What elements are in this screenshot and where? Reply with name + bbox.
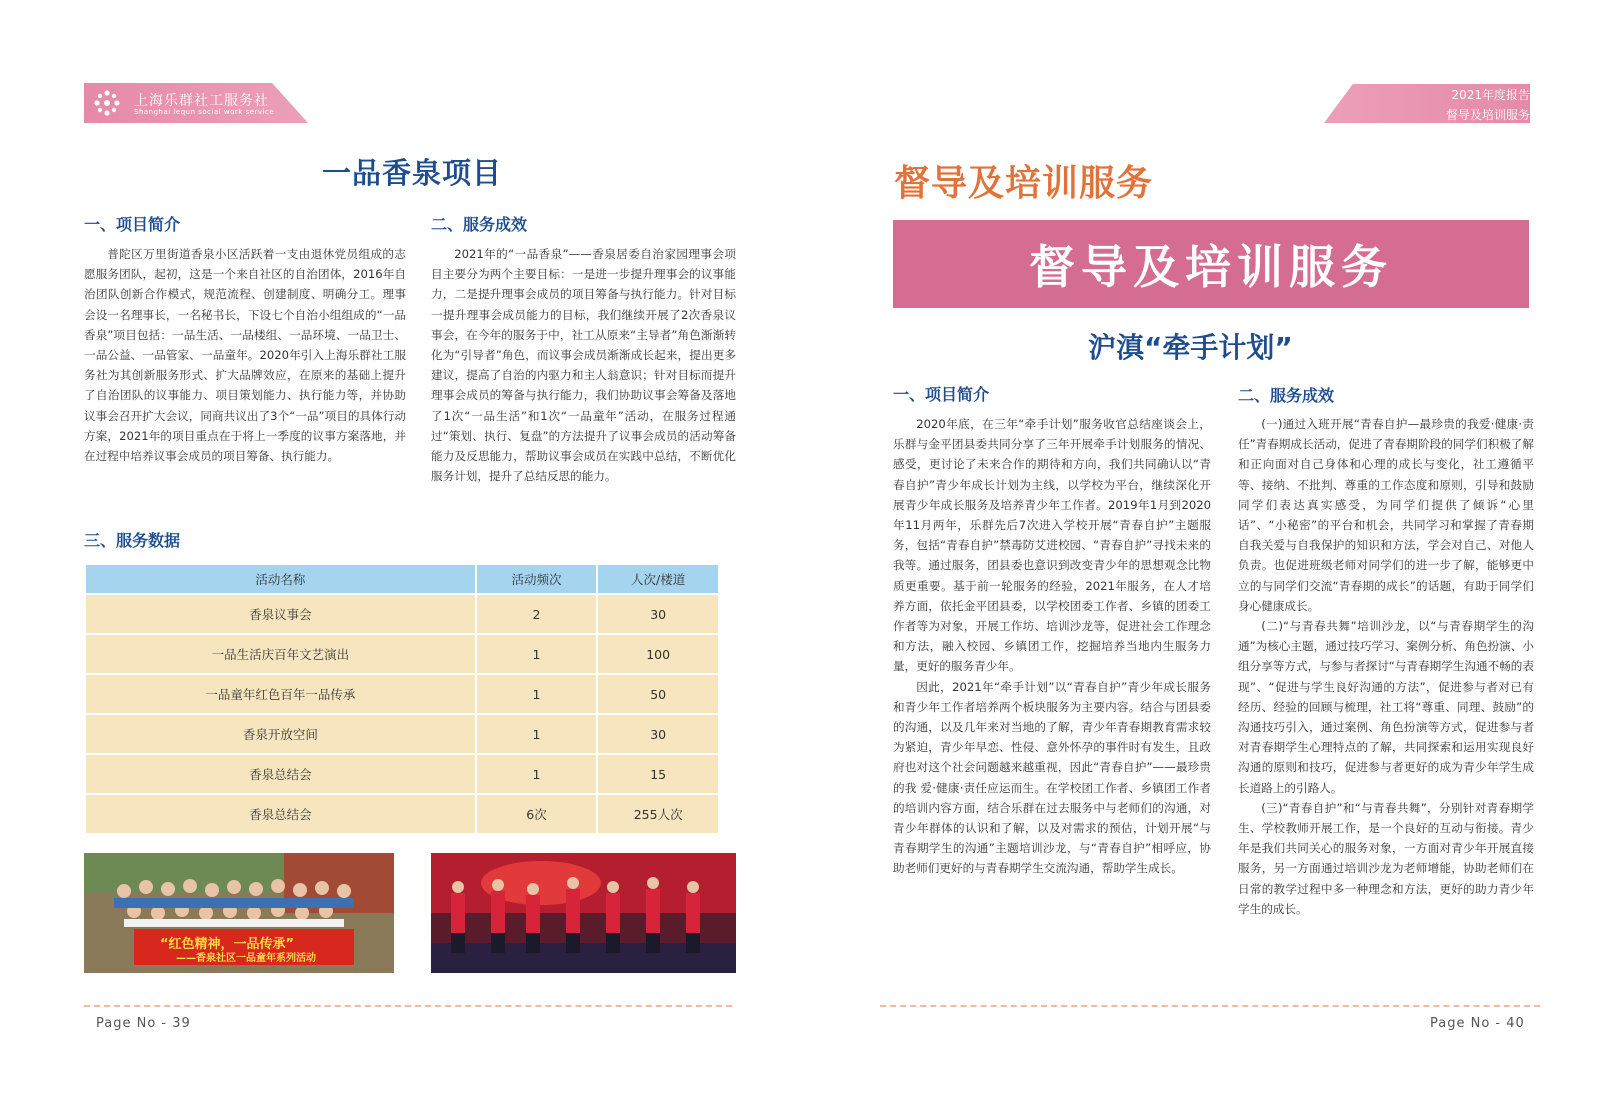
- section-heading-intro: 一、项目简介: [84, 215, 181, 234]
- section-title-box-text: 督导及培训服务: [1029, 240, 1393, 294]
- intro-paragraph-1: 2020年底，在三年“牵手计划”服务收官总结座谈会上，乐群与金平团县委共同分享了三年开展牵手计划服务的情况、感受，更讨论了未来合作的期待和方向，我们共同确认以“青春自护”青少年成长计划为主线，以学校为平台，继续深化开展青少年成长服务及培养青少年工作者。2019年1月到2020年11月两年，乐群先后7次进入学校开展“青春自护”主题服务，包括“青春自护”禁毒防艾进校园、“青春自护”寻找未来的我等。通过服务，团县委也意识到改变青少年的思想观念比物质更重要。基于前一轮服务的经验，2021年服务，在人才培养方面，依托金平团县委，以学校团委工作者、乡镇的团委工作者等为对象，开展工作坊、培训沙龙等，促进社会工作理念和方法，融入校园、乡镇团工作，挖掘培养当地内生服务力量，更好的服务青少年。: [893, 417, 1211, 674]
- footer-divider-left: [84, 1005, 732, 1007]
- project-subtitle: 沪滇“牵手计划”: [1088, 331, 1293, 364]
- intro-paragraph: [84, 244, 406, 466]
- intro-text: 普陀区万里街道香泉小区活跃着一支由退休党员组成的志愿服务团队，起初，这是一个来自社区的自治团体，2016年自治团队创新合作模式，规范流程、创建制度、明确分工。理事会设一名理事长，一名秘书长，下设七个自治小组组成的“一品香泉”项目包括：一品生活、一品楼组、一品环境、一品卫士、一品公益、一品管家、一品童年。2020年引入上海乐群社工服务社为其创新服务形式、扩大品牌效应，在原来的基础上提升了自治团队的议事能力、项目策划能力、执行能力等，并协助议事会召开扩大会议，同商共议出了3个“一品”项目的具体行动方案，2021年的项目重点在于将上一季度的议事方案落地，并在过程中培养议事会成员的项目筹备、执行能力。: [84, 247, 406, 464]
- table-header-row: [86, 565, 718, 593]
- table-cell: 30: [598, 715, 718, 753]
- table-cell: 15: [598, 755, 718, 793]
- table-cell: 1: [477, 755, 597, 793]
- table-cell: 1: [477, 715, 597, 753]
- table-row: [86, 755, 718, 793]
- section-heading-intro-right: 一、项目简介: [893, 385, 990, 404]
- table-cell: 50: [598, 675, 718, 713]
- table-header-cell: 活动名称: [86, 565, 475, 593]
- report-section: 督导及培训服务: [1445, 108, 1530, 122]
- table-header-cell: 活动频次: [477, 565, 597, 593]
- photo-stage-performance: [431, 853, 736, 973]
- section-heading-data: 三、服务数据: [84, 531, 181, 550]
- table-cell: 2: [477, 595, 597, 633]
- page-title-right: 督导及培训服务: [894, 163, 1154, 204]
- table-cell: 香泉总结会: [86, 755, 475, 793]
- table-row: [86, 795, 718, 833]
- table-cell: 香泉议事会: [86, 595, 475, 633]
- results-paragraphs-right: [1238, 414, 1534, 919]
- footer-divider-right: [880, 1005, 1540, 1007]
- table-header-cell: 人次/楼道: [598, 565, 718, 593]
- table-cell: 6次: [477, 795, 597, 833]
- table-row: [86, 675, 718, 713]
- table-row: [86, 595, 718, 633]
- org-logo-icon: [92, 88, 122, 118]
- org-name: 上海乐群社工服务社: [134, 93, 269, 109]
- page-number-left: Page No - 39: [96, 1016, 191, 1031]
- table-cell: 一品生活庆百年文艺演出: [86, 635, 475, 673]
- table-cell: 香泉总结会: [86, 795, 475, 833]
- service-data-table: [84, 563, 720, 835]
- table-cell: 1: [477, 675, 597, 713]
- table-row: [86, 715, 718, 753]
- table-cell: 100: [598, 635, 718, 673]
- section-heading-results: 二、服务成效: [431, 215, 528, 234]
- results-paragraph-3: (三)“青春自护”和“与青春共舞”，分别针对青春期学生、学校教师开展工作，是一个良好的互动与衔接。青少年是我们共同关心的服务对象，一方面对青少年开展直接服务，另一方面通过培训沙龙为老师增能，协助老师们在日常的教学过程中多一种理念和方法，更好的助力青少年学生的成长。: [1238, 800, 1534, 916]
- report-year: 2021年度报告: [1451, 88, 1530, 102]
- section-title-box: [893, 220, 1529, 308]
- table-cell: 一品童年红色百年一品传承: [86, 675, 475, 713]
- results-paragraph-2: (二)“与青春共舞”培训沙龙，以“与青春期学生的沟通”为核心主题，通过技巧学习、案例分析、角色扮演、小组分享等方式，与参与者探讨“与青春期学生沟通不畅的表现”、“促进与学生良好沟通的方法”，促进参与者对已有经历、经验的回顾与梳理，社工将“尊重、同理、鼓励”的沟通技巧引入，通过案例、角色扮演等方式，促进参与者对青春期学生心理特点的了解，共同探索和运用实现良好沟通的原则和技巧，促进参与者更好的成为青少年学生成长道路上的引路人。: [1238, 619, 1534, 795]
- results-text: 2021年的“一品香泉”——香泉居委自治家园理事会项目主要分为两个主要目标：一是进一步提升理事会的议事能力，二是提升理事会成员的项目筹备与执行能力。针对目标一提升理事会成员能力的目标，我们继续开展了2次香泉议事会，在今年的服务于中，社工从原来“主导者”角色渐渐转化为“引导者”角色，而议事会成员渐渐成长起来，提出更多建议，提高了自治的内驱力和主人翁意识；针对目标而提升理事会成员的筹备与执行能力，我们协助议事会筹备及落地了1次“一品生活”和1次“一品童年”活动，在服务过程通过“策划、执行、复盘”的方法提升了议事会成员的活动筹备能力及反思能力，帮助议事会成员在实践中总结，不断优化服务计划，提升了总结反思的能力。: [431, 247, 736, 484]
- photo-banner-line2: ——香泉社区一品童年系列活动: [176, 953, 316, 964]
- results-paragraph: [431, 244, 736, 486]
- photo-group-children: [84, 853, 394, 973]
- org-name-english: Shanghai lequn social work service: [134, 108, 275, 116]
- results-paragraph-1: (一)通过入班开展“青春自护—最珍贵的我爱·健康·责任”青春期成长活动，促进了青春期阶段的同学们积极了解和正向面对自己身体和心理的成长与变化，社工遵循平等、接纳、不批判、尊重的工作态度和原则，引导和鼓励同学们表达真实感受，为同学们提供了倾诉“心里话”、“小秘密”的平台和机会，共同学习和掌握了青春期自我关爱与自我保护的知识和方法，学会对自己、对他人负责。也促进班级老师对同学们的进一步了解，能够更中立的与同学们交流“青春期的成长”的话题，有助于同学们身心健康成长。: [1238, 417, 1534, 613]
- page-number-right: Page No - 40: [1430, 1016, 1525, 1031]
- photo-banner-line1: “红色精神，一品传承”: [160, 937, 295, 952]
- table-cell: 255人次: [598, 795, 718, 833]
- table-row: [86, 635, 718, 673]
- table-cell: 30: [598, 595, 718, 633]
- section-heading-results-right: 二、服务成效: [1238, 386, 1335, 405]
- intro-paragraphs-right: [893, 414, 1211, 879]
- intro-paragraph-2: 因此，2021年“牵手计划”以“青春自护”青少年成长服务和青少年工作者培养两个板块服务为主要内容。结合与团县委的沟通，以及几年来对当地的了解，青少年青春期教育需求较为紧迫，青少年早恋、性侵、意外怀孕的事件时有发生，且政府也对这个社会问题越来越重视，因此“青春自护”——最珍贵的我 爱·健康·责任应运而生。在学校团工作者、乡镇团工作者的培训内容方面，结合乐群在过去服务中与老师们的沟通，对青少年群体的认识和了解，以及对需求的预估，计划开展“与青春期学生的沟通”主题培训沙龙，与“青春自护”相呼应，协助老师们更好的与青春期学生交流沟通，帮助学生成长。: [893, 679, 1211, 876]
- table-cell: 1: [477, 635, 597, 673]
- page-title-left: 一品香泉项目: [322, 156, 503, 190]
- table-cell: 香泉开放空间: [86, 715, 475, 753]
